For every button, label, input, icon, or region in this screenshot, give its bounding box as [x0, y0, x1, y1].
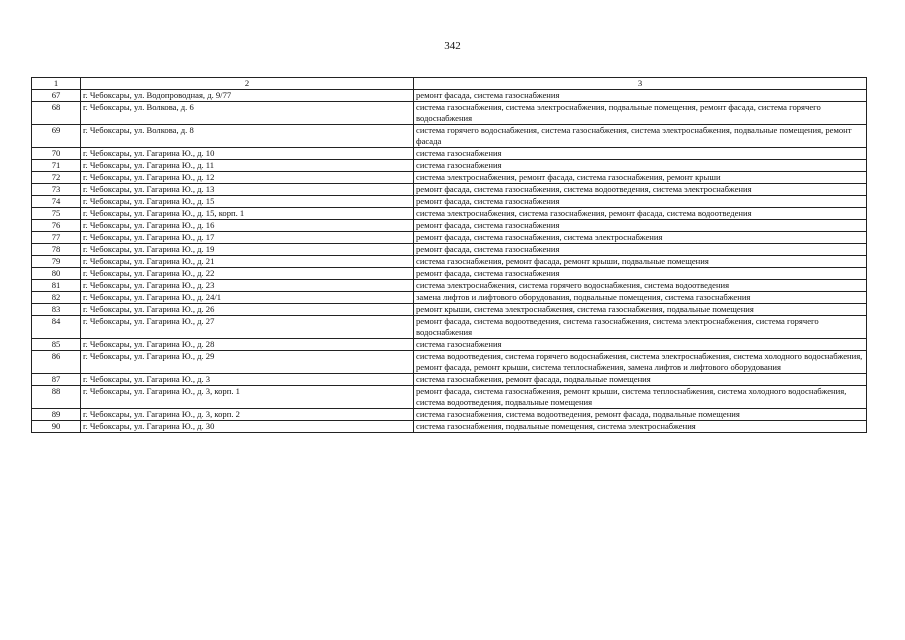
cell-address: г. Чебоксары, ул. Гагарина Ю., д. 3: [81, 374, 414, 386]
cell-works: система газоснабжения: [414, 339, 867, 351]
cell-number: 82: [32, 292, 81, 304]
table-body: [32, 78, 867, 433]
cell-address: г. Чебоксары, ул. Гагарина Ю., д. 21: [81, 256, 414, 268]
cell-number: 81: [32, 280, 81, 292]
cell-address: г. Чебоксары, ул. Гагарина Ю., д. 13: [81, 184, 414, 196]
cell-works: система газоснабжения: [414, 160, 867, 172]
cell-address: г. Чебоксары, ул. Гагарина Ю., д. 15: [81, 196, 414, 208]
cell-address: г. Чебоксары, ул. Гагарина Ю., д. 3, корп. 2: [81, 409, 414, 421]
cell-address: г. Чебоксары, ул. Гагарина Ю., д. 26: [81, 304, 414, 316]
table-row: [32, 125, 867, 148]
cell-number: 89: [32, 409, 81, 421]
cell-address: г. Чебоксары, ул. Водопроводная, д. 9/77: [81, 90, 414, 102]
cell-works: замена лифтов и лифтового оборудования, подвальные помещения, система газоснабжения: [414, 292, 867, 304]
cell-works: система газоснабжения, ремонт фасада, подвальные помещения: [414, 374, 867, 386]
cell-number: 79: [32, 256, 81, 268]
table-row: [32, 208, 867, 220]
table-row: [32, 280, 867, 292]
table-row: [32, 351, 867, 374]
header-cell-works: 3: [414, 78, 867, 90]
cell-number: 70: [32, 148, 81, 160]
table-row: [32, 421, 867, 433]
cell-address: г. Чебоксары, ул. Гагарина Ю., д. 11: [81, 160, 414, 172]
table-row: [32, 90, 867, 102]
cell-number: 72: [32, 172, 81, 184]
table-row: [32, 160, 867, 172]
table-row: [32, 386, 867, 409]
table-row: [32, 374, 867, 386]
cell-works: ремонт фасада, система газоснабжения: [414, 90, 867, 102]
table-row: [32, 244, 867, 256]
cell-works: ремонт фасада, система водоотведения, система газоснабжения, система электроснабжения, система горячего водоснабжения: [414, 316, 867, 339]
cell-address: г. Чебоксары, ул. Волкова, д. 6: [81, 102, 414, 125]
cell-works: система электроснабжения, система газоснабжения, ремонт фасада, система водоотведения: [414, 208, 867, 220]
cell-address: г. Чебоксары, ул. Гагарина Ю., д. 19: [81, 244, 414, 256]
cell-works: система газоснабжения, система электроснабжения, подвальные помещения, ремонт фасада, система горячего водоснабжения: [414, 102, 867, 125]
cell-address: г. Чебоксары, ул. Гагарина Ю., д. 27: [81, 316, 414, 339]
cell-number: 88: [32, 386, 81, 409]
table-row: [32, 148, 867, 160]
cell-address: г. Чебоксары, ул. Гагарина Ю., д. 10: [81, 148, 414, 160]
table-row: [32, 196, 867, 208]
cell-number: 78: [32, 244, 81, 256]
cell-works: ремонт фасада, система газоснабжения, система электроснабжения: [414, 232, 867, 244]
cell-number: 80: [32, 268, 81, 280]
cell-address: г. Чебоксары, ул. Волкова, д. 8: [81, 125, 414, 148]
cell-works: система газоснабжения, ремонт фасада, ремонт крыши, подвальные помещения: [414, 256, 867, 268]
table-row: [32, 220, 867, 232]
cell-number: 69: [32, 125, 81, 148]
cell-address: г. Чебоксары, ул. Гагарина Ю., д. 29: [81, 351, 414, 374]
cell-address: г. Чебоксары, ул. Гагарина Ю., д. 23: [81, 280, 414, 292]
cell-number: 67: [32, 90, 81, 102]
page-number: 342: [444, 40, 461, 52]
cell-works: система газоснабжения, система водоотведения, ремонт фасада, подвальные помещения: [414, 409, 867, 421]
table-row: [32, 409, 867, 421]
cell-number: 86: [32, 351, 81, 374]
table-row: [32, 184, 867, 196]
table-row: [32, 339, 867, 351]
cell-address: г. Чебоксары, ул. Гагарина Ю., д. 24/1: [81, 292, 414, 304]
cell-works: система водоотведения, система горячего водоснабжения, система электроснабжения, система холодного водоснабжения, ремонт фасада, ремонт крыши, система теплоснабжения, замена лифтов и лифтового оборудования: [414, 351, 867, 374]
cell-number: 77: [32, 232, 81, 244]
cell-address: г. Чебоксары, ул. Гагарина Ю., д. 12: [81, 172, 414, 184]
cell-number: 84: [32, 316, 81, 339]
cell-address: г. Чебоксары, ул. Гагарина Ю., д. 3, корп. 1: [81, 386, 414, 409]
cell-address: г. Чебоксары, ул. Гагарина Ю., д. 28: [81, 339, 414, 351]
cell-address: г. Чебоксары, ул. Гагарина Ю., д. 15, корп. 1: [81, 208, 414, 220]
cell-number: 74: [32, 196, 81, 208]
table-row: [32, 316, 867, 339]
housing-works-table: [31, 77, 867, 433]
table-row: [32, 268, 867, 280]
table-row: [32, 256, 867, 268]
cell-works: ремонт крыши, система электроснабжения, система газоснабжения, подвальные помещения: [414, 304, 867, 316]
cell-number: 71: [32, 160, 81, 172]
cell-number: 85: [32, 339, 81, 351]
cell-number: 73: [32, 184, 81, 196]
table-row: [32, 292, 867, 304]
header-cell-address: 2: [81, 78, 414, 90]
cell-works: система газоснабжения: [414, 148, 867, 160]
cell-works: ремонт фасада, система газоснабжения: [414, 196, 867, 208]
table-row: [32, 304, 867, 316]
cell-works: ремонт фасада, система газоснабжения: [414, 220, 867, 232]
cell-number: 83: [32, 304, 81, 316]
table-row: [32, 232, 867, 244]
cell-address: г. Чебоксары, ул. Гагарина Ю., д. 17: [81, 232, 414, 244]
cell-works: ремонт фасада, система газоснабжения: [414, 244, 867, 256]
cell-works: система электроснабжения, система горячего водоснабжения, система водоотведения: [414, 280, 867, 292]
cell-address: г. Чебоксары, ул. Гагарина Ю., д. 22: [81, 268, 414, 280]
cell-number: 87: [32, 374, 81, 386]
cell-address: г. Чебоксары, ул. Гагарина Ю., д. 16: [81, 220, 414, 232]
cell-works: система газоснабжения, подвальные помещения, система электроснабжения: [414, 421, 867, 433]
cell-works: система электроснабжения, ремонт фасада, система газоснабжения, ремонт крыши: [414, 172, 867, 184]
cell-works: система горячего водоснабжения, система газоснабжения, система электроснабжения, подвальные помещения, ремонт фасада: [414, 125, 867, 148]
cell-number: 75: [32, 208, 81, 220]
cell-number: 90: [32, 421, 81, 433]
cell-number: 76: [32, 220, 81, 232]
table-row: [32, 102, 867, 125]
cell-works: ремонт фасада, система газоснабжения, система водоотведения, система электроснабжения: [414, 184, 867, 196]
cell-address: г. Чебоксары, ул. Гагарина Ю., д. 30: [81, 421, 414, 433]
cell-works: ремонт фасада, система газоснабжения: [414, 268, 867, 280]
table-header-row: [32, 78, 867, 90]
table-row: [32, 172, 867, 184]
cell-works: ремонт фасада, система газоснабжения, ремонт крыши, система теплоснабжения, система холодного водоснабжения, система водоотведения, подвальные помещения: [414, 386, 867, 409]
header-cell-number: 1: [32, 78, 81, 90]
cell-number: 68: [32, 102, 81, 125]
